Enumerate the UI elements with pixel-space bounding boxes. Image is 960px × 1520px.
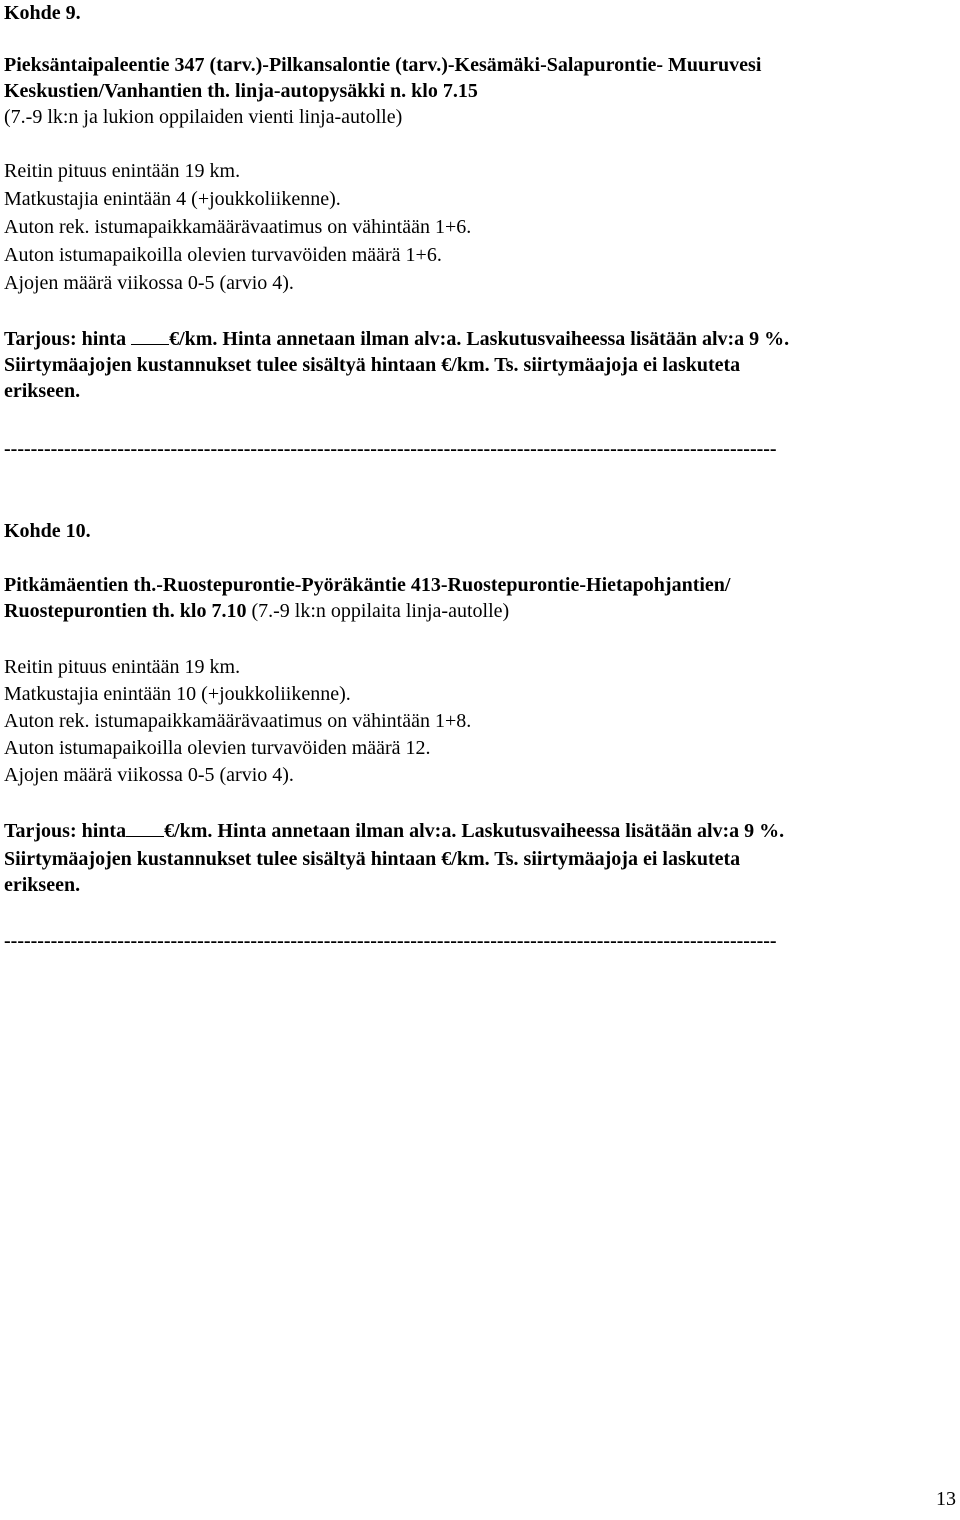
separator-2: -------------------------------------------------------------------------------------------------------------------- — [4, 930, 777, 952]
kohde10-transfer-line2: erikseen. — [4, 874, 81, 896]
kohde9-offer-suffix: €/km. Hinta annetaan ilman alv:a. Laskutusvaiheessa lisätään alv:a 9 %. — [169, 328, 790, 350]
kohde9-route-line1: Pieksäntaipaleentie 347 (tarv.)-Pilkansalontie (tarv.)-Kesämäki-Salapurontie- Muuruvesi — [4, 54, 762, 76]
kohde9-detail-seats: Auton rek. istumapaikkamäärävaatimus on vähintään 1+6. — [4, 216, 472, 238]
kohde9-detail-length: Reitin pituus enintään 19 km. — [4, 160, 241, 182]
kohde9-offer-prefix: Tarjous: hinta — [4, 328, 127, 350]
kohde9-price-blank[interactable] — [131, 326, 169, 345]
separator-1: -------------------------------------------------------------------------------------------------------------------- — [4, 438, 777, 460]
kohde9-transfer-line1: Siirtymäajojen kustannukset tulee sisältyä hintaan €/km. Ts. siirtymäajoja ei laskuteta — [4, 354, 741, 376]
kohde9-detail-passengers: Matkustajia enintään 4 (+joukkoliikenne). — [4, 188, 341, 210]
kohde10-price-blank[interactable] — [126, 818, 164, 837]
kohde10-detail-length: Reitin pituus enintään 19 km. — [4, 656, 241, 678]
kohde10-route-line1: Pitkämäentien th.-Ruostepurontie-Pyöräkäntie 413-Ruostepurontie-Hietapohjantien/ — [4, 574, 731, 596]
kohde10-route-line2 — [4, 598, 509, 624]
kohde9-transfer-line2: erikseen. — [4, 380, 81, 402]
kohde9-detail-seatbelts: Auton istumapaikoilla olevien turvavöiden määrä 1+6. — [4, 244, 442, 266]
kohde10-route-line2-normal: (7.-9 lk:n oppilaita linja-autolle) — [251, 600, 510, 622]
kohde10-detail-seatbelts: Auton istumapaikoilla olevien turvavöiden määrä 12. — [4, 737, 431, 759]
kohde10-offer-prefix: Tarjous: hinta — [4, 820, 127, 842]
kohde10-detail-seats: Auton rek. istumapaikkamäärävaatimus on vähintään 1+8. — [4, 710, 472, 732]
kohde9-route-line2: Keskustien/Vanhantien th. linja-autopysäkki n. klo 7.15 — [4, 80, 478, 102]
kohde10-heading: Kohde 10. — [4, 520, 91, 542]
kohde9-route-line3: (7.-9 lk:n ja lukion oppilaiden vienti linja-autolle) — [4, 106, 403, 128]
page-number: 13 — [936, 1488, 956, 1510]
kohde10-detail-trips: Ajojen määrä viikossa 0-5 (arvio 4). — [4, 764, 294, 786]
kohde9-detail-trips: Ajojen määrä viikossa 0-5 (arvio 4). — [4, 272, 294, 294]
kohde10-offer-line — [4, 818, 784, 844]
kohde9-heading: Kohde 9. — [4, 2, 81, 24]
kohde10-offer-suffix: €/km. Hinta annetaan ilman alv:a. Laskutusvaiheessa lisätään alv:a 9 %. — [164, 820, 785, 842]
kohde10-transfer-line1: Siirtymäajojen kustannukset tulee sisältyä hintaan €/km. Ts. siirtymäajoja ei laskuteta — [4, 848, 741, 870]
kohde10-route-line2-bold: Ruostepurontien th. klo 7.10 — [4, 600, 247, 622]
kohde10-detail-passengers: Matkustajia enintään 10 (+joukkoliikenne). — [4, 683, 351, 705]
kohde9-offer-line — [4, 326, 789, 352]
